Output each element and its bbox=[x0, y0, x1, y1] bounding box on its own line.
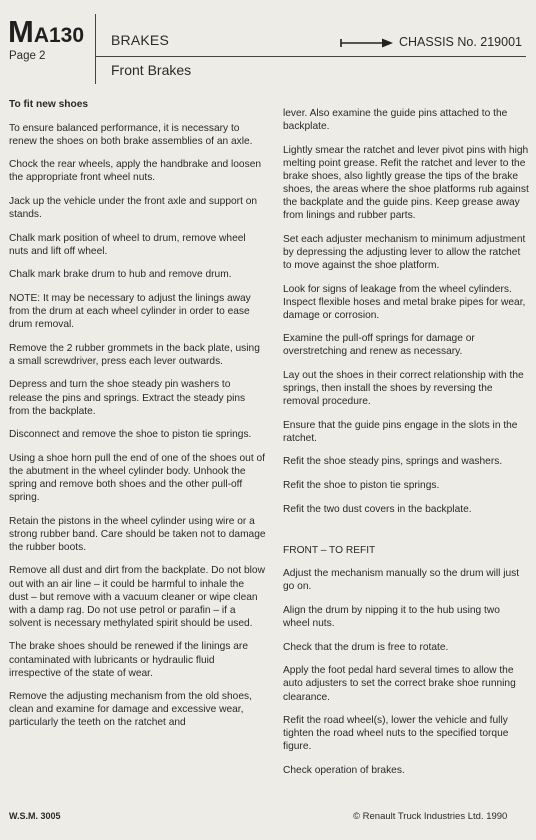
refit-paragraph: Align the drum by nipping it to the hub using two wheel nuts. bbox=[283, 605, 500, 630]
instruction-paragraph: Examine the pull-off springs for damage or overstretching and renew as necessary. bbox=[283, 333, 475, 358]
chassis-number: CHASSIS No. 219001 bbox=[399, 35, 522, 49]
instruction-paragraph: Ensure that the guide pins engage in the slots in the ratchet. bbox=[283, 419, 518, 444]
instruction-paragraph: Jack up the vehicle under the front axle and support on stands. bbox=[9, 195, 258, 221]
manual-reference: W.S.M. 3005 bbox=[9, 811, 61, 821]
header-vertical-rule bbox=[95, 14, 96, 84]
header-horizontal-rule bbox=[95, 56, 526, 57]
instruction-paragraph: Remove the 2 rubber grommets in the back plate, using a small screwdriver, press each lever outwards. bbox=[9, 342, 260, 367]
instruction-paragraph: Retain the pistons in the wheel cylinder using wire or a strong rubber band. Care should be taken not to damage the rubber boots. bbox=[9, 515, 266, 553]
instruction-paragraph: lever. Also examine the guide pins attached to the backplate. bbox=[283, 108, 508, 133]
instruction-paragraph: Disconnect and remove the shoe to piston tie springs. bbox=[9, 429, 252, 441]
refit-paragraph: Check that the drum is free to rotate. bbox=[283, 641, 449, 653]
instruction-paragraph: Set each adjuster mechanism to minimum adjustment by depressing the adjusting lever to allow the ratchet to move against the shoe platform. bbox=[283, 233, 526, 271]
refit-paragraph: Check operation of brakes. bbox=[283, 764, 405, 776]
instruction-paragraph: Chalk mark brake drum to hub and remove drum. bbox=[9, 269, 232, 281]
section-title: BRAKES bbox=[111, 32, 169, 48]
instruction-paragraph: Lay out the shoes in their correct relationship with the springs, then install the shoes by reversing the removal procedure. bbox=[283, 370, 524, 408]
page-header bbox=[0, 0, 536, 84]
instruction-paragraph: Chalk mark position of wheel to drum, remove wheel nuts and lift off wheel. bbox=[9, 232, 246, 257]
instruction-paragraph: Refit the two dust covers in the backplate. bbox=[283, 503, 472, 515]
left-column bbox=[9, 98, 266, 729]
subsection-title: Front Brakes bbox=[111, 62, 192, 78]
instruction-paragraph: Remove all dust and dirt from the backplate. Do not blow out with an air line – it could be harmful to inhale the dust – but remove with a vacuum cleaner or wipe clean with a damp rag. Do not use petrol or parafin – if a solvent is necessary methylated spirit should be used. bbox=[9, 565, 265, 629]
refit-heading: FRONT – TO REFIT bbox=[283, 544, 376, 556]
instruction-paragraph: Refit the shoe steady pins, springs and washers. bbox=[283, 456, 503, 468]
note-paragraph: NOTE: It may be necessary to adjust the linings away from the drum at each wheel cylinder in order to ease drum removal. bbox=[9, 292, 251, 331]
model-code-number: A130 bbox=[33, 24, 85, 47]
instruction-paragraph: Look for signs of leakage from the wheel cylinders. Inspect flexible hoses and metal brake pipes for wear, damage or corrosion. bbox=[283, 283, 526, 321]
instruction-paragraph: Lightly smear the ratchet and lever pivot pins with high melting point grease. Refit the ratchet and lever to the brake shoes, also lightly grease the tips of the brake shoes, the areas where the shoe platforms rub against the backplate and the guide pins. Keep grease away from linings and rubber parts. bbox=[283, 144, 529, 222]
copyright-notice: © Renault Truck Industries Ltd. 1990 bbox=[353, 811, 508, 822]
instruction-paragraph: Refit the shoe to piston tie springs. bbox=[283, 480, 440, 492]
refit-paragraph: Adjust the mechanism manually so the drum will just go on. bbox=[283, 568, 520, 593]
instruction-paragraph: Using a shoe horn pull the end of one of the shoes out of the abutment in the wheel cylinder body. Unhook the spring and remove both shoes and the other pull-off spring. bbox=[9, 452, 266, 504]
model-code-prefix: M bbox=[8, 14, 34, 49]
page-number: Page 2 bbox=[9, 50, 46, 62]
instruction-paragraph: The brake shoes should be renewed if the linings are contaminated with lubricants or hydraulic fluid irrespective of the state of wear. bbox=[9, 641, 248, 679]
refit-paragraph: Apply the foot pedal hard several times to allow the auto adjusters to set the correct brake shoe running clearance. bbox=[283, 665, 516, 703]
instruction-paragraph: Depress and turn the shoe steady pin washers to release the pins and springs. Extract the steady pins from the backplate. bbox=[9, 379, 246, 417]
refit-paragraph: Refit the road wheel(s), lower the vehicle and fully tighten the road wheel nuts to the specified torque figure. bbox=[283, 715, 509, 753]
instruction-paragraph: To ensure balanced performance, it is necessary to renew the shoes on both brake assemblies of an axle. bbox=[9, 122, 253, 147]
right-arrow-icon bbox=[340, 37, 394, 49]
procedure-heading: To fit new shoes bbox=[9, 99, 89, 110]
instruction-paragraph: Chock the rear wheels, apply the handbrake and loosen the appropriate front wheel nuts. bbox=[9, 159, 262, 184]
instruction-paragraph: Remove the adjusting mechanism from the old shoes, clean and examine for damage and excessive wear, particularly the teeth on the ratchet and bbox=[9, 691, 252, 729]
right-column bbox=[283, 107, 529, 777]
model-code bbox=[8, 16, 84, 47]
